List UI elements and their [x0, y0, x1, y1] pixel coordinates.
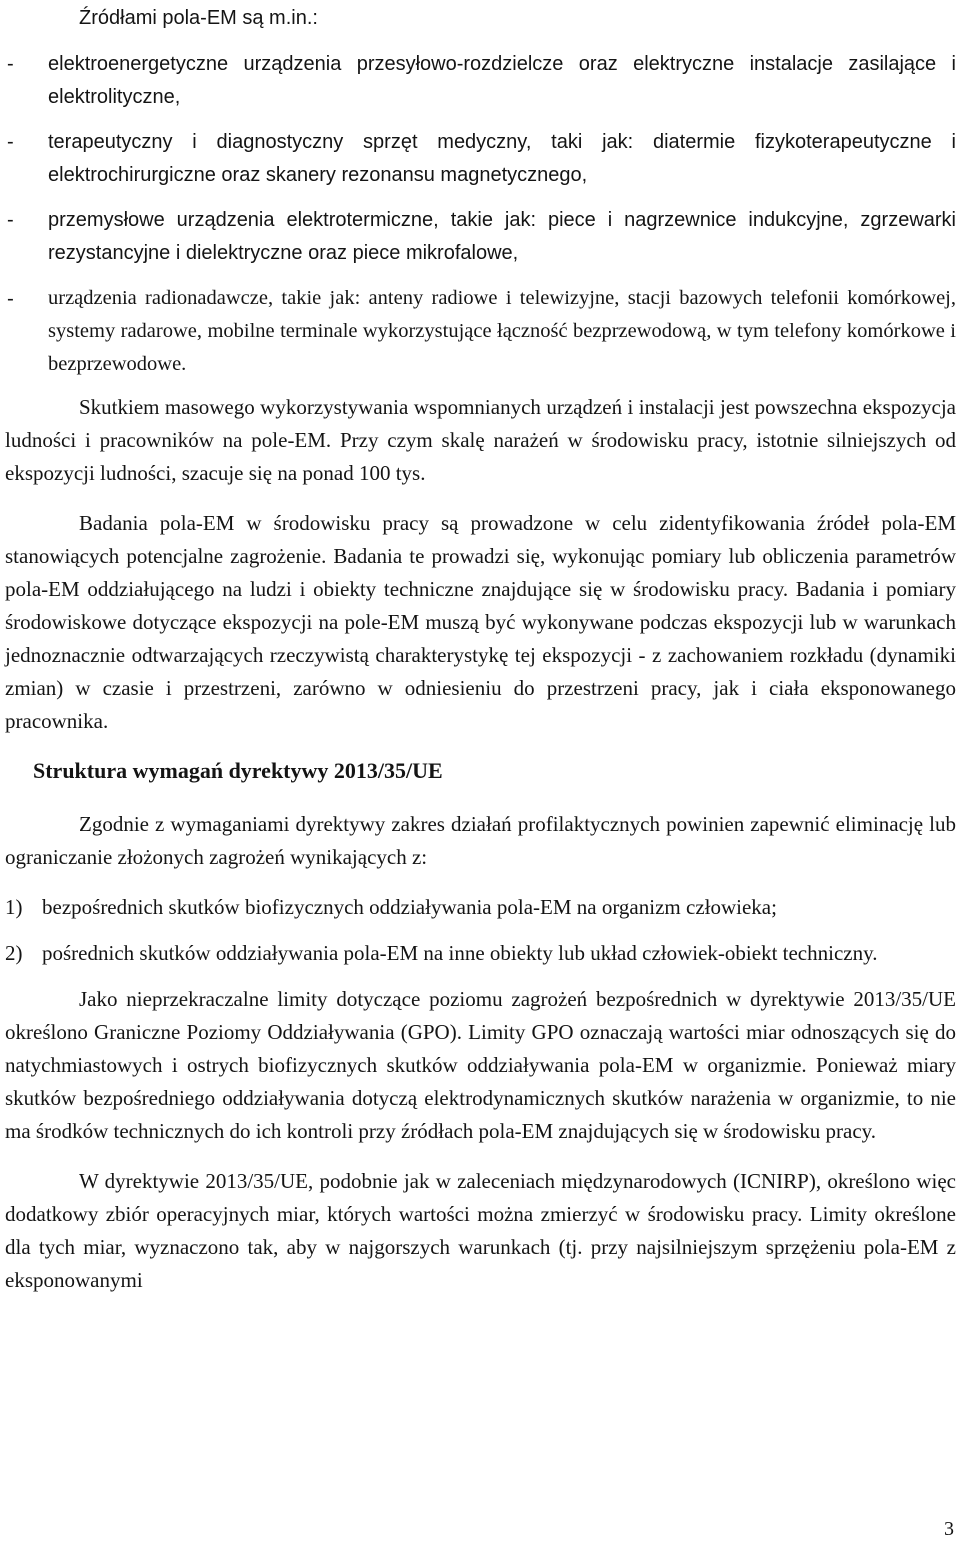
list-item: [5, 48, 956, 114]
list-number: 1): [5, 895, 23, 919]
list-item: [5, 282, 956, 381]
list-item: [5, 891, 956, 924]
effects-list: [5, 891, 956, 970]
page-number: 3: [944, 1518, 954, 1540]
list-dash: -: [7, 131, 14, 153]
list-item: [5, 204, 956, 270]
list-item-text: urządzenia radionadawcze, takie jak: anteny radiowe i telewizyjne, stacji bazowych telefonii komórkowej, systemy radarowe, mobilne terminale wykorzystujące łączność bezprzewodową, w tym telefony komórkowe i bezprzewodowe.: [48, 287, 956, 375]
paragraph: Skutkiem masowego wykorzystywania wspomnianych urządzeń i instalacji jest powszechna ekspozycja ludności i pracowników na pole-EM. Przy czym skalę narażeń w środowisku pracy, istotnie silniejszych od ekspozycji ludności, szacuje się na ponad 100 tys.: [5, 395, 956, 485]
list-item-text: terapeutyczny i diagnostyczny sprzęt medyczny, taki jak: diatermie fizykoterapeutyczne i elektrochirurgiczne oraz skanery rezonansu magnetycznego,: [48, 131, 956, 186]
list-item-text: bezpośrednich skutków biofizycznych oddziaływania pola-EM na organizm człowieka;: [42, 895, 777, 919]
document-page: [5, 0, 956, 1314]
list-item: [5, 937, 956, 970]
list-dash: -: [7, 53, 14, 75]
list-number: 2): [5, 941, 23, 965]
em-sources-list: [5, 48, 956, 381]
list-item-text: przemysłowe urządzenia elektrotermiczne, takie jak: piece i nagrzewnice indukcyjne, zgrzewarki rezystancyjne i dielektryczne oraz piece mikrofalowe,: [48, 209, 956, 264]
list-item: [5, 126, 956, 192]
list-dash: -: [7, 209, 14, 231]
paragraph: Zgodnie z wymaganiami dyrektywy zakres działań profilaktycznych powinien zapewnić eliminację lub ograniczanie złożonych zagrożeń wynikających z:: [5, 812, 956, 869]
list-dash: -: [7, 287, 14, 310]
section-heading: Struktura wymagań dyrektywy 2013/35/UE: [33, 758, 443, 783]
list-item-text: pośrednich skutków oddziaływania pola-EM na inne obiekty lub układ człowiek-obiekt techniczny.: [42, 941, 878, 965]
paragraph: Badania pola-EM w środowisku pracy są prowadzone w celu zidentyfikowania źródeł pola-EM stanowiących potencjalne zagrożenie. Badania te prowadzi się, wykonując pomiary lub obliczenia parametrów pola-EM oddziałującego na ludzi i obiekty techniczne znajdujące się w środowisku pracy. Badania i pomiary środowiskowe dotyczące ekspozycji na pole-EM muszą być wykonywane podczas ekspozycji lub w warunkach jednoznacznie odtwarzających rzeczywistą charakterystykę tej ekspozycji - z zachowaniem rozkładu (dynamiki zmian) w czasie i przestrzeni, zarówno w odniesieniu do przestrzeni pracy, jak i ciała eksponowanego pracownika.: [5, 511, 956, 733]
list-item-text: elektroenergetyczne urządzenia przesyłowo-rozdzielcze oraz elektryczne instalacje zasilające i elektrolityczne,: [48, 53, 956, 108]
paragraph: W dyrektywie 2013/35/UE, podobnie jak w zaleceniach międzynarodowych (ICNIRP), określono więc dodatkowy zbiór operacyjnych miar, których wartości można zmierzyć w środowisku pracy. Limity określone dla tych miar, wyznaczono tak, aby w najgorszych warunkach (tj. przy najsilniejszym sprzężeniu pola-EM z eksponowanymi: [5, 1169, 956, 1292]
paragraph: Jako nieprzekraczalne limity dotyczące poziomu zagrożeń bezpośrednich w dyrektywie 2013/35/UE określono Graniczne Poziomy Oddziaływania (GPO). Limity GPO oznaczają wartości miar odnoszących się do natychmiastowych i ostrych biofizycznych skutków oddziaływania pola-EM w organizmie. Ponieważ miary skutków bezpośredniego oddziaływania dotyczą elektrodynamicznych skutków narażenia w organizmie, to nie ma środków technicznych do ich kontroli przy źródłach pola-EM znajdujących się w środowisku pracy.: [5, 987, 956, 1143]
intro-line: Źródłami pola-EM są m.in.:: [79, 7, 318, 29]
